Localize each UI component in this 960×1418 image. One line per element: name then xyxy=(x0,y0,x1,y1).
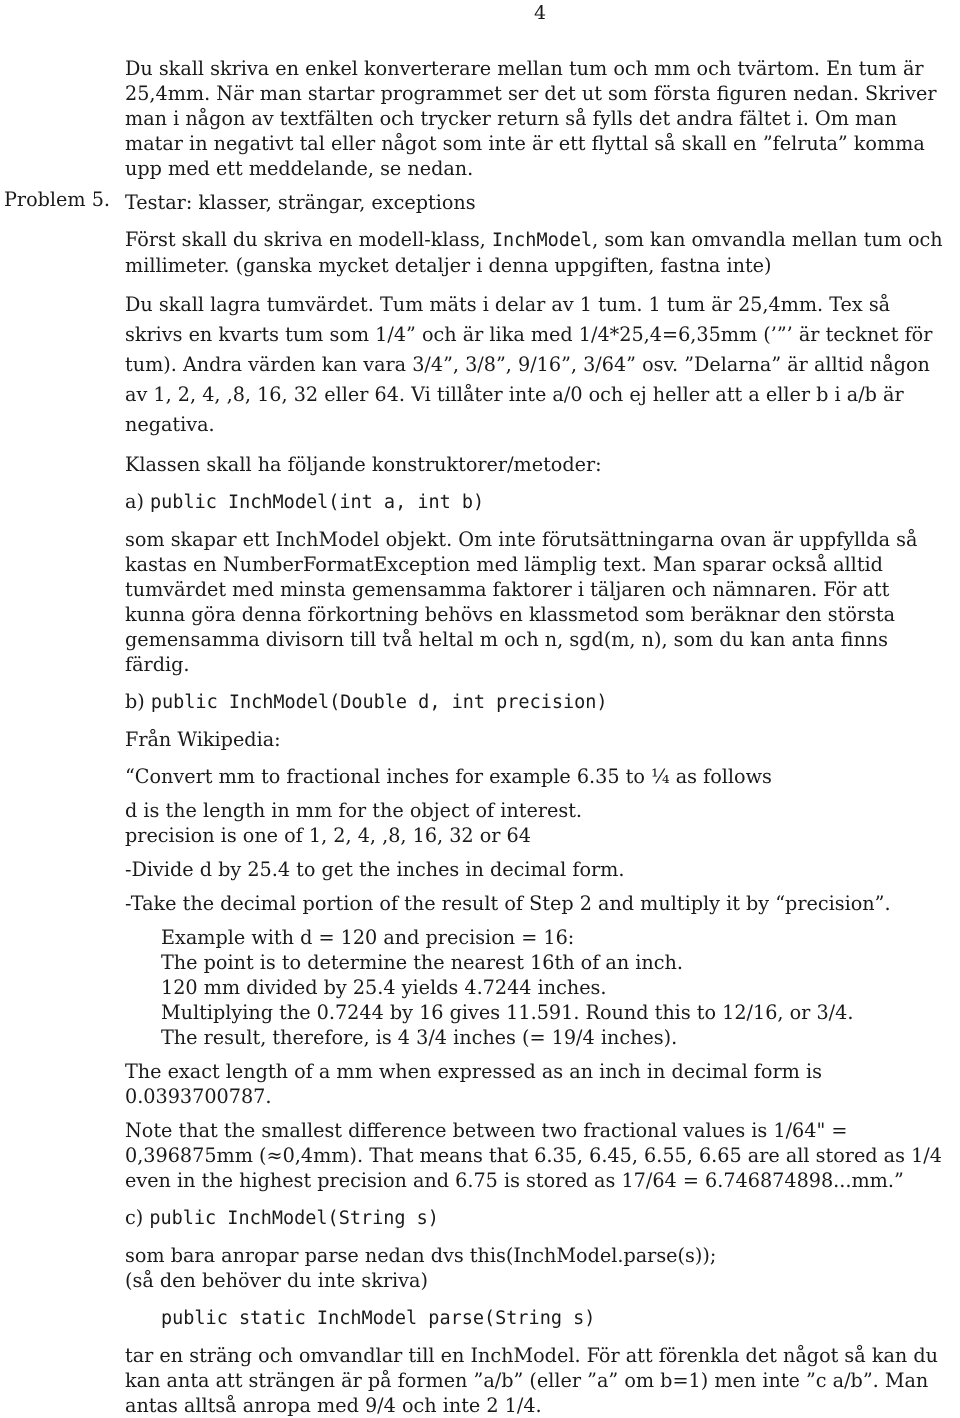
wikipedia-title: Från Wikipedia: xyxy=(125,728,281,751)
constructor-b-code: public InchModel(Double d, int precision) xyxy=(150,692,608,713)
example-line: The result, therefore, is 4 3/4 inches (= 19/4 inches). xyxy=(161,1026,678,1049)
example-line: Example with d = 120 and precision = 16: xyxy=(161,926,575,949)
parse-method-code: public static InchModel parse(String s) xyxy=(161,1308,596,1329)
page-number: 4 xyxy=(534,2,547,24)
constructor-c-description-2: (så den behöver du inte skriva) xyxy=(125,1269,428,1292)
wiki-step-2: -Take the decimal portion of the result of Step 2 and multiply it by “precision”. xyxy=(125,892,891,915)
constructor-a-description: som skapar ett InchModel objekt. Om inte förutsättningarna ovan är uppfyllda så kastas en NumberFormatException med lämplig text. Man sparar också alltid tumvärdet med minsta gemensamma faktorer i täljaren och nämnaren. För att kunna göra denna förkortning behövs en klassmetod som beräknar den största gemensamma divisorn till två heltal m och n, sgd(m, n), som du kan anta finns färdig. xyxy=(125,528,918,676)
constructor-c xyxy=(125,1205,945,1231)
constructor-a-code: public InchModel(int a, int b) xyxy=(150,492,485,513)
inchmodel-code: InchModel xyxy=(491,230,593,251)
constructor-b xyxy=(125,689,945,715)
problem-label: Problem 5. xyxy=(4,188,111,211)
example-line: 120 mm divided by 25.4 yields 4.7244 inches. xyxy=(161,976,607,999)
wiki-step-1: -Divide d by 25.4 to get the inches in decimal form. xyxy=(125,858,625,881)
wiki-example-block xyxy=(125,925,945,1050)
store-value-paragraph: Du skall lagra tumvärdet. Tum mäts i delar av 1 tum. 1 tum är 25,4mm. Tex så skrivs en kvarts tum som 1/4” och är lika med 1/4*25,4=6,35mm (’”’ är tecknet för tum). Andra värden kan vara 3/4”, 3/8”, 9/16”, 3/64” osv. ”Delarna” är alltid någon av 1, 2, 4, ,8, 16, 32 eller 64. Vi tillåter inte a/0 och ej heller att a eller b i a/b är negativa. xyxy=(125,293,933,436)
constructor-b-label: b) xyxy=(125,690,151,713)
example-line: Multiplying the 0.7244 by 16 gives 11.591. Round this to 12/16, or 3/4. xyxy=(161,1001,854,1024)
parse-method xyxy=(125,1305,945,1331)
wiki-line-2: d is the length in mm for the object of interest. xyxy=(125,799,583,822)
constructor-a-label: a) xyxy=(125,490,151,513)
example-line: The point is to determine the nearest 16th of an inch. xyxy=(161,951,683,974)
wiki-line-1: “Convert mm to fractional inches for example 6.35 to ¼ as follows xyxy=(125,765,772,788)
constructors-intro: Klassen skall ha följande konstruktorer/metoder: xyxy=(125,453,602,476)
wiki-note: Note that the smallest difference between two fractional values is 1/64" = 0,396875mm (≈0,4mm). That means that 6.35, 6.45, 6.55, 6.65 are all stored as 1/4 even in the highest precision and 6.75 is stored as 17/64 = 6.746874898...mm.” xyxy=(125,1119,942,1192)
p1-text-after: , som kan omvandla mellan tum och millimeter. (ganska mycket detaljer i denna uppgiften, fastna inte) xyxy=(125,228,943,277)
parse-description: tar en sträng och omvandlar till en InchModel. För att förenkla det något så kan du kan anta att strängen är på formen ”a/b” (eller ”a” om b=1) men inte ”c a/b”. Man antas alltså anropa med 9/4 och inte 2 1/4. xyxy=(125,1344,938,1417)
wiki-exact-length: The exact length of a mm when expressed as an inch in decimal form is 0.0393700787. xyxy=(125,1060,822,1108)
model-class-paragraph xyxy=(125,227,945,278)
intro-paragraph: Du skall skriva en enkel konverterare mellan tum och mm och tvärtom. En tum är 25,4mm. När man startar programmet ser det ut som första figuren nedan. Skriver man i någon av textfälten och trycker return så fylls det andra fältet i. Om man matar in negativt tal eller något som inte är ett flyttal så skall en ”felruta” komma upp med ett meddelande, se nedan. xyxy=(125,57,937,180)
page-body xyxy=(125,56,945,1418)
constructor-c-label: c) xyxy=(125,1206,150,1229)
wiki-line-3: precision is one of 1, 2, 4, ,8, 16, 32 or 64 xyxy=(125,824,531,847)
p1-text-before: Först skall du skriva en modell-klass, xyxy=(125,228,492,251)
problem-heading: Testar: klasser, strängar, exceptions xyxy=(125,191,476,214)
constructor-c-code: public InchModel(String s) xyxy=(149,1208,439,1229)
constructor-c-description-1: som bara anropar parse nedan dvs this(InchModel.parse(s)); xyxy=(125,1244,717,1267)
constructor-a xyxy=(125,489,945,515)
